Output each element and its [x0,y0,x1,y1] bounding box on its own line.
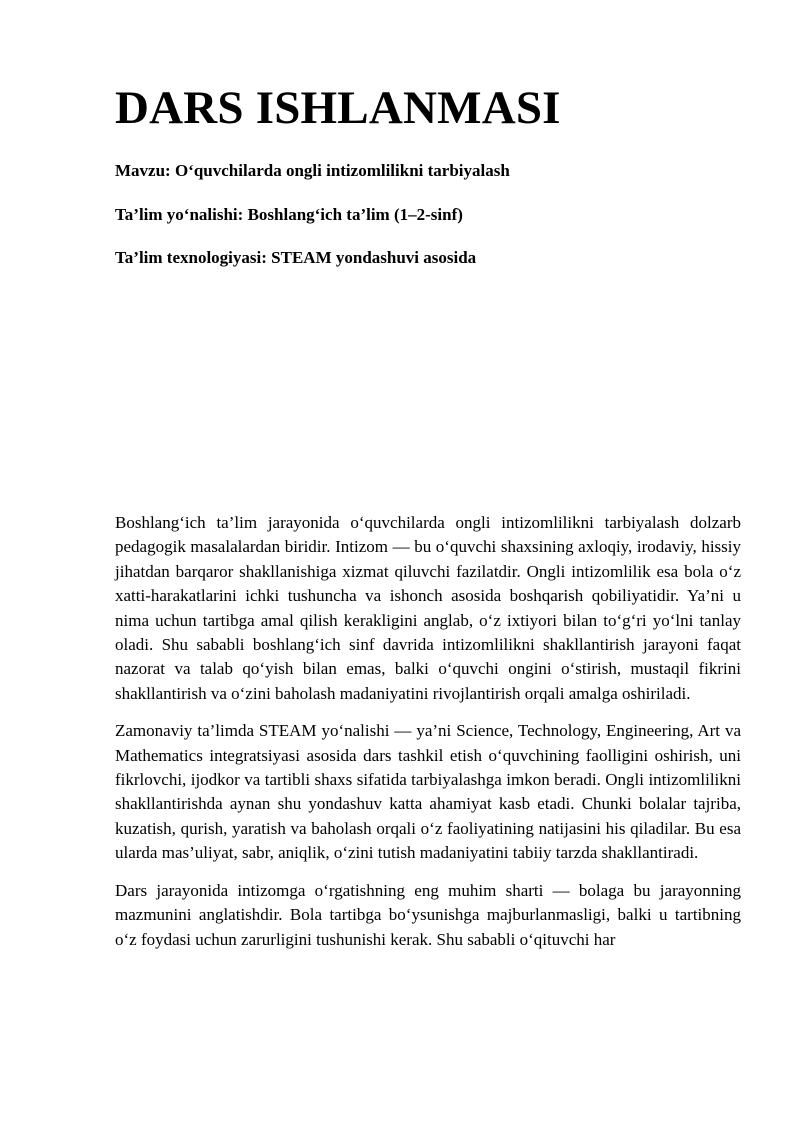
paragraph-3: Dars jarayonida intizomga o‘rgatishning eng muhim sharti — bolaga bu jarayonning mazmunini anglatishdir. Bola tartibga bo‘ysunishga majburlanmasligi, balki u tartibning o‘z foydasi uchun zarurligini tushunishi kerak. Shu sababli o‘qituvchi har [115,880,741,949]
paragraph-2: Zamonaviy ta’limda STEAM yo‘nalishi — ya’ni Science, Technology, Engineering, Art va Mathematics integratsiyasi asosida dars tashkil etish o‘quvchining faolligini oshirish, uni fikrlovchi, ijodkor va tartibli shaxs sifatida tarbiyalashga imkon beradi. Ongli intizomlilikni shakllantirishda aynan shu yondashuv katta ahamiyat kasb etadi. Chunki bolalar tajriba, kuzatish, qurish, yaratish va baholash orqali o‘z faoliyatining natijasini his qiladilar. Bu esa ularda mas’uliyat, sabr, aniqlik, o‘zini tutish madaniyatini tabiiy tarzda shakllantiradi. [115,721,741,863]
body-text [115,511,741,965]
education-technology: Ta’lim texnologiyasi: STEAM yondashuvi asosida [115,248,477,267]
education-direction: Ta’lim yo‘nalishi: Boshlang‘ich ta’lim (1–2-sinf) [115,205,463,224]
paragraph-1: Boshlang‘ich ta’lim jarayonida o‘quvchilarda ongli intizomlilikni tarbiyalash dolzarb pedagogik masalalardan biridir. Intizom — bu o‘quvchi shaxsining axloqiy, irodaviy, hissiy jihatdan barqaror shakllanishiga xizmat qiluvchi fazilatdir. Ongli intizomlilik esa bola o‘z xatti-harakatlarini ichki tushuncha va ishonch asosida boshqarish qobiliyatidir. Ya’ni u nima uchun tartibga amal qilish kerakligini anglab, o‘z ixtiyori bilan to‘g‘ri yo‘lni tanlay oladi. Shu sababli boshlang‘ich sinf davrida intizomlilikni shakllantirish jarayoni faqat nazorat va talab qo‘yish bilan emas, balki o‘quvchi ongini o‘stirish, mustaqil fikrini shakllantirish va o‘zini baholash madaniyatini rivojlantirish orqali amalga oshiriladi. [115,513,741,703]
document-title: DARS ISHLANMASI [115,82,561,134]
lesson-topic: Mavzu: O‘quvchilarda ongli intizomlilikni tarbiyalash [115,161,510,180]
